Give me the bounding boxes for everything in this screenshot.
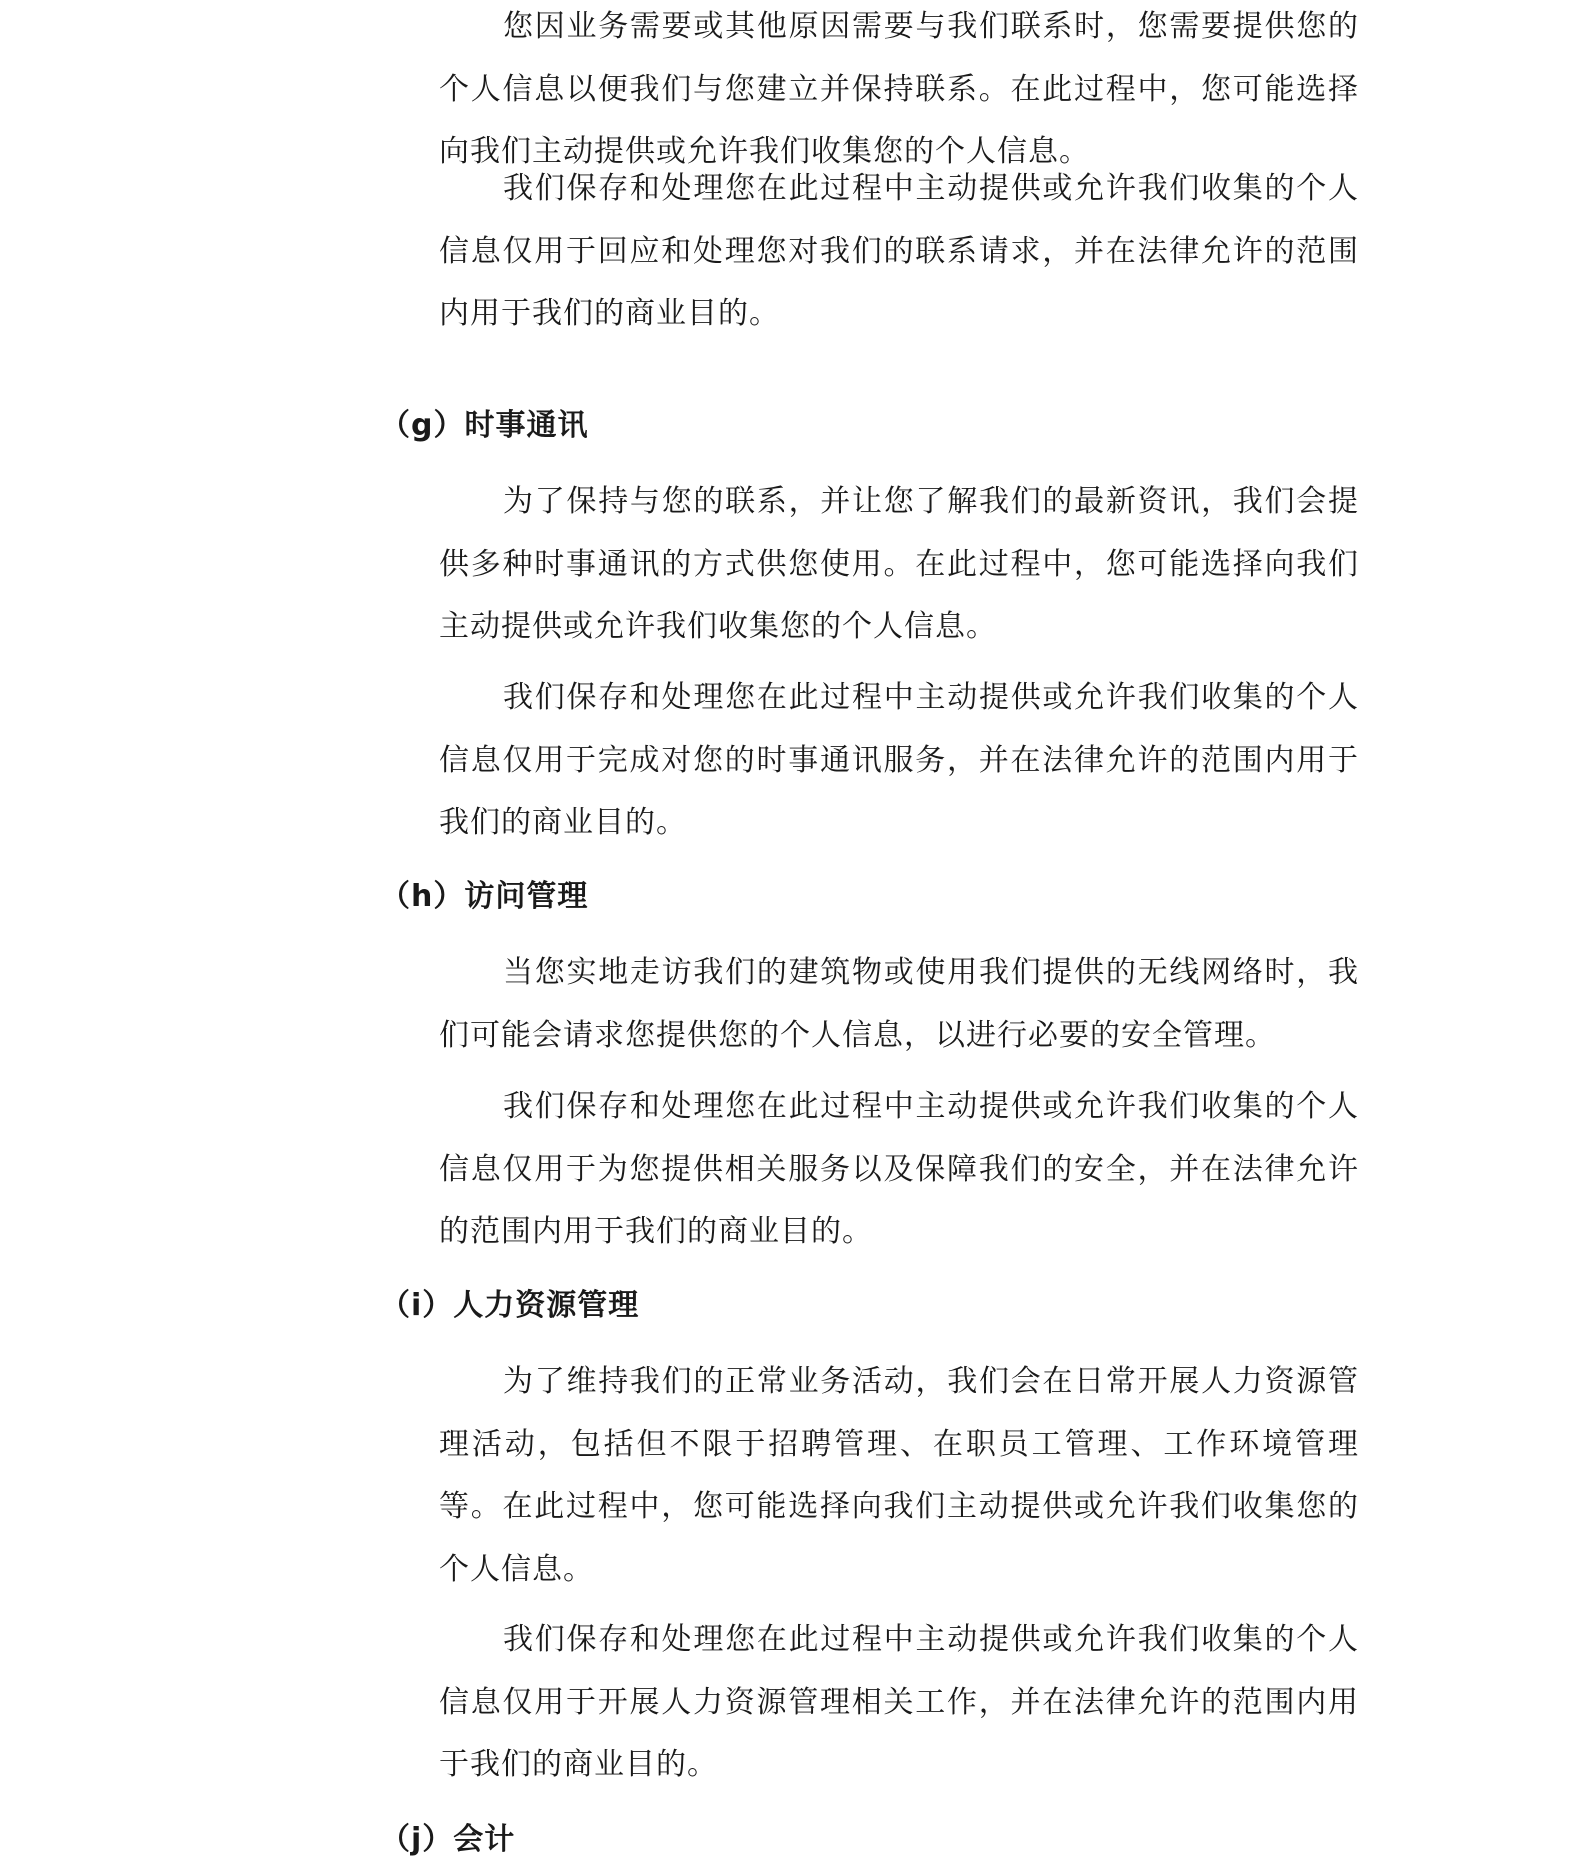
intro-paragraph-2: 我们保存和处理您在此过程中主动提供或允许我们收集的个人信息仅用于回应和处理您对我们的联系请求，并在法律允许的范围内用于我们的商业目的。 (439, 171, 1359, 331)
section-h-paragraph-1: 当您实地走访我们的建筑物或使用我们提供的无线网络时，我们可能会请求您提供您的个人信息，以进行必要的安全管理。 (439, 955, 1359, 1053)
section-heading-j: （j）会计 (380, 1822, 516, 1857)
section-g-paragraph-1: 为了保持与您的联系，并让您了解我们的最新资讯，我们会提供多种时事通讯的方式供您使用。在此过程中，您可能选择向我们主动提供或允许我们收集您的个人信息。 (439, 484, 1359, 644)
section-g-paragraph-2: 我们保存和处理您在此过程中主动提供或允许我们收集的个人信息仅用于完成对您的时事通讯服务，并在法律允许的范围内用于我们的商业目的。 (439, 680, 1359, 840)
section-i-paragraph-1: 为了维持我们的正常业务活动，我们会在日常开展人力资源管理活动，包括但不限于招聘管理、在职员工管理、工作环境管理等。在此过程中，您可能选择向我们主动提供或允许我们收集您的个人信息。 (439, 1364, 1359, 1587)
section-i-paragraph-2: 我们保存和处理您在此过程中主动提供或允许我们收集的个人信息仅用于开展人力资源管理相关工作，并在法律允许的范围内用于我们的商业目的。 (439, 1622, 1359, 1782)
section-heading-g: （g）时事通讯 (380, 408, 589, 443)
section-heading-h: （h）访问管理 (380, 879, 589, 914)
section-h-paragraph-2: 我们保存和处理您在此过程中主动提供或允许我们收集的个人信息仅用于为您提供相关服务以及保障我们的安全，并在法律允许的范围内用于我们的商业目的。 (439, 1089, 1359, 1249)
section-heading-i: （i）人力资源管理 (380, 1288, 640, 1323)
intro-paragraph-1: 您因业务需要或其他原因需要与我们联系时，您需要提供您的个人信息以便我们与您建立并保持联系。在此过程中，您可能选择向我们主动提供或允许我们收集您的个人信息。 (439, 9, 1359, 169)
